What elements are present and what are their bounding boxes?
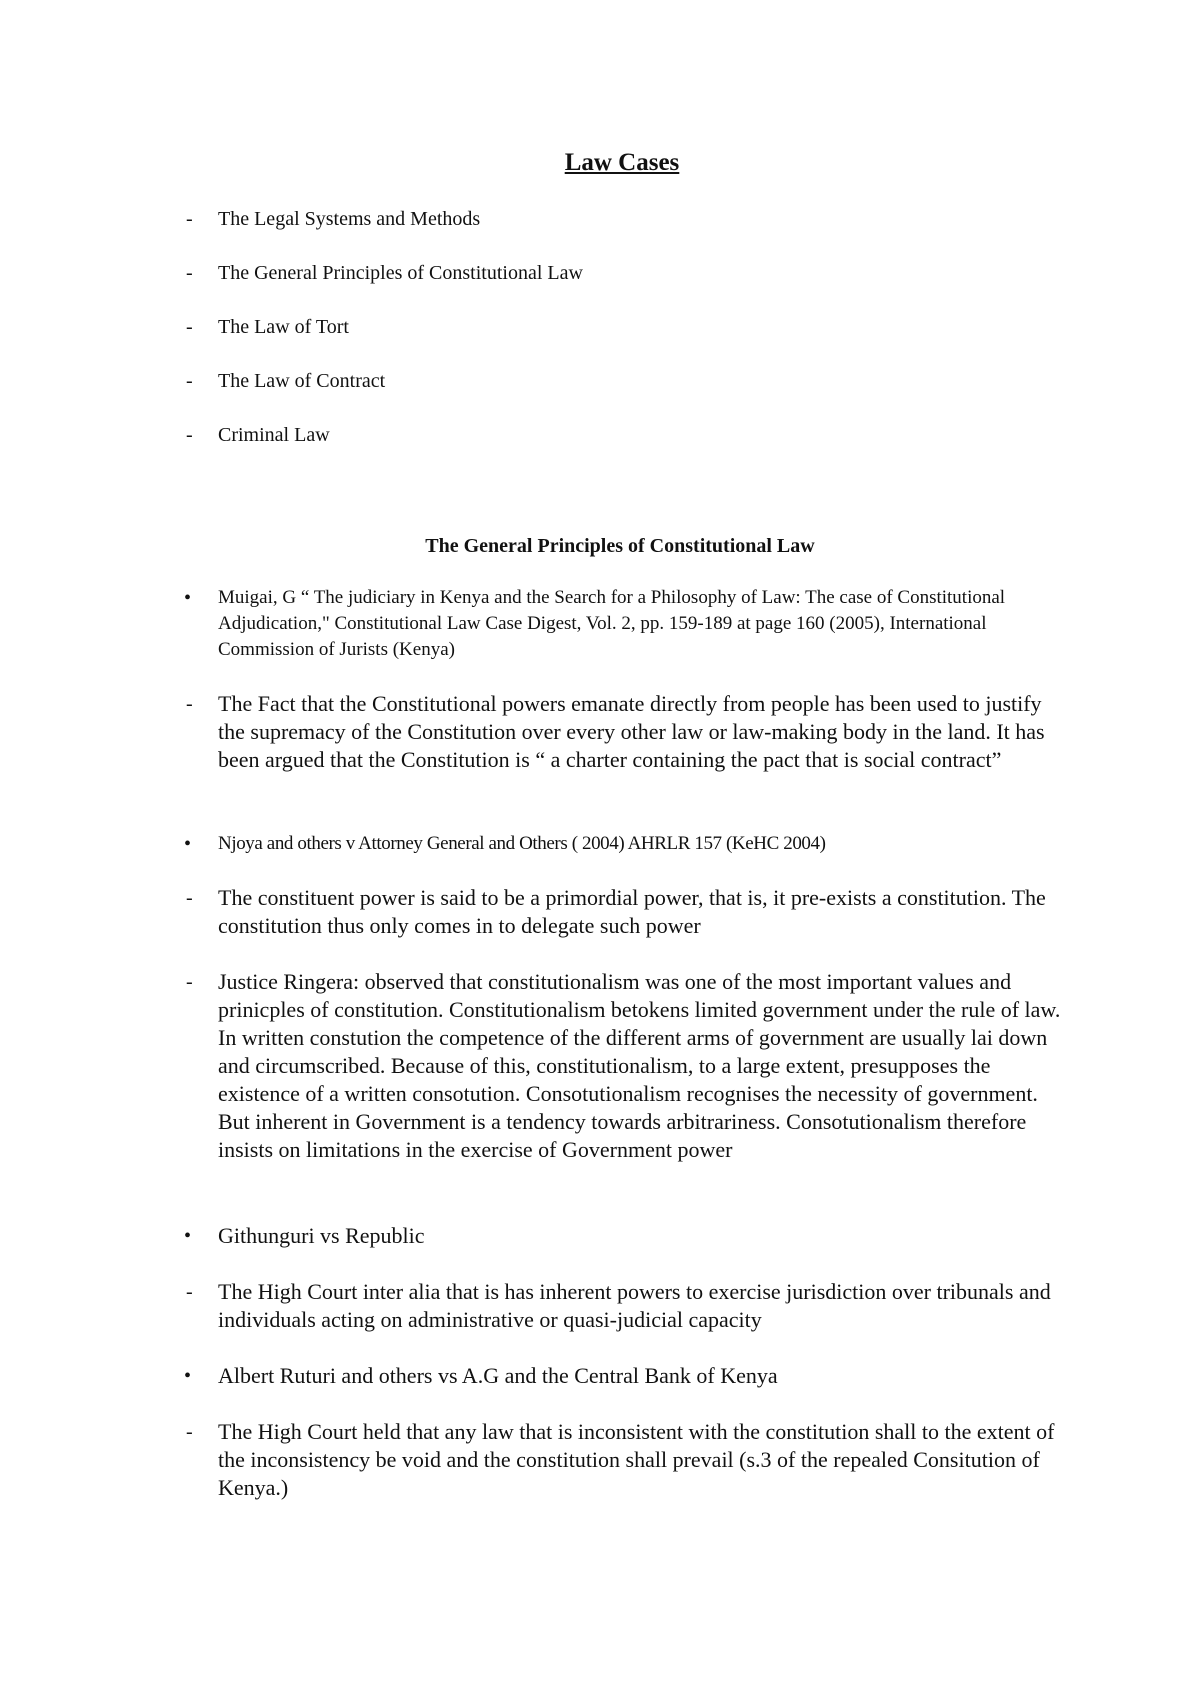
topic-label: Criminal Law [218, 424, 330, 446]
bullet-marker: • [184, 587, 192, 609]
bullet-marker: • [184, 1225, 192, 1247]
bullet-marker: • [184, 1365, 192, 1387]
entry-text: Njoya and others v Attorney General and Others ( 2004) AHRLR 157 (KeHC 2004) [218, 833, 826, 854]
entry-text: The High Court inter alia that is has inherent powers to exercise jurisdiction over tribunals and individuals acting on administrative or quasi-judicial capacity [218, 1279, 1051, 1332]
topic-label: The Law of Tort [218, 316, 349, 338]
page-title: Law Cases [564, 149, 680, 176]
topic-item [0, 420, 1200, 450]
section-heading: The General Principles of Constitutional Law [425, 535, 815, 557]
dash-marker: - [186, 693, 193, 715]
topic-item [0, 312, 1200, 342]
dash-marker: - [186, 208, 193, 230]
dash-marker: - [186, 1281, 193, 1303]
entry-text: Albert Ruturi and others vs A.G and the Central Bank of Kenya [218, 1363, 778, 1388]
entry-text: Muigai, G “ The judiciary in Kenya and the Search for a Philosophy of Law: The case of Constitutional Adjudication," Constitutional Law Case Digest, Vol. 2, pp. 159-189 at page 160 (2005), International Commission of Jurists (Kenya) [218, 587, 1006, 660]
dash-marker: - [186, 316, 193, 338]
topic-item [0, 204, 1200, 234]
dash-marker: - [186, 262, 193, 284]
entry-text: The constituent power is said to be a primordial power, that is, it pre-exists a constitution. The constitution thus only comes in to delegate such power [218, 885, 1046, 938]
bullet-marker: • [184, 833, 192, 855]
dash-marker: - [186, 424, 193, 446]
topic-item [0, 258, 1200, 288]
topic-label: The Legal Systems and Methods [218, 208, 481, 230]
topic-label: The General Principles of Constitutional Law [218, 262, 583, 284]
entry-text: Justice Ringera: observed that constitutionalism was one of the most important values and prinicples of constitution. Constitutionalism betokens limited government under the rule of law. In written constution the competence of the different arms of government are usually lai down and circumscribed. Because of this, constitutionalism, to a large extent, presupposes the existence of a written consotution. Consotutionalism recognises the necessity of government. But inherent in Government is a tendency towards arbitrariness. Consotutionalism therefore insists on limitations in the exercise of Government power [218, 969, 1061, 1162]
entry-text: The Fact that the Constitutional powers emanate directly from people has been used to justify the supremacy of the Constitution over every other law or law-making body in the land. It has been argued that the Constitution is “ a charter containing the pact that is social contract” [218, 691, 1045, 772]
dash-marker: - [186, 370, 193, 392]
entry-text: The High Court held that any law that is inconsistent with the constitution shall to the extent of the inconsistency be void and the constitution shall prevail (s.3 of the repealed Consitution of Kenya.) [218, 1419, 1055, 1500]
entry-text: Githunguri vs Republic [218, 1223, 425, 1248]
dash-marker: - [186, 1421, 193, 1443]
dash-marker: - [186, 971, 193, 993]
dash-marker: - [186, 887, 193, 909]
topic-item [0, 366, 1200, 396]
topic-label: The Law of Contract [218, 370, 386, 392]
